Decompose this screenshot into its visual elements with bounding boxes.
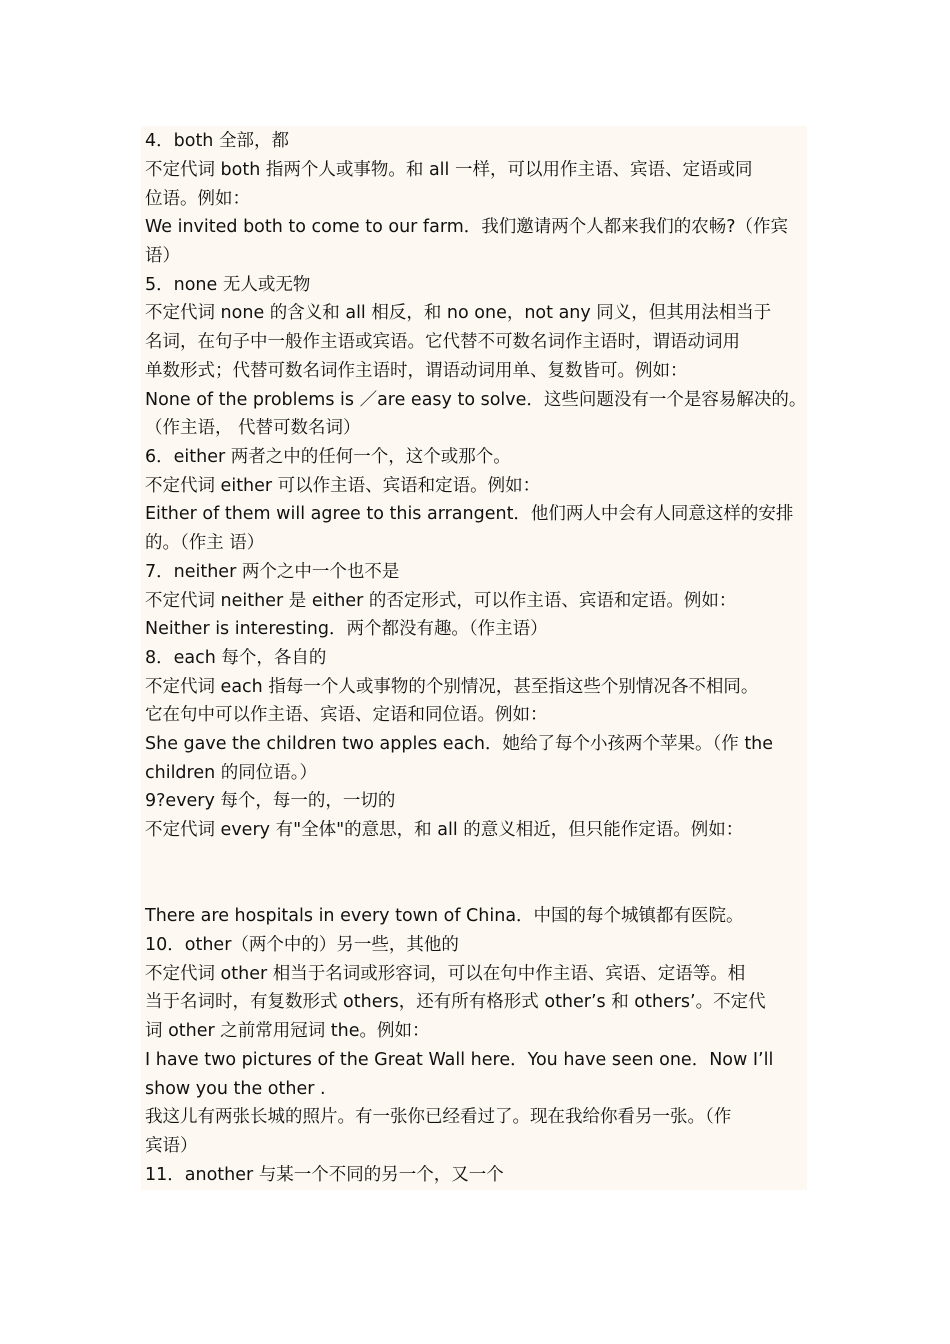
example-line: There are hospitals in every town of China．中国的每个城镇都有医院。 <box>145 906 744 926</box>
text-block <box>141 126 807 1190</box>
paragraph-line: 不定代词 none 的含义和 all 相反，和 no one，not any 同义，但其用法相当于 <box>145 303 772 323</box>
example-line: None of the problems is ／are easy to solve．这些问题没有一个是容易解决的。 <box>145 390 807 410</box>
example-line: children 的同位语。） <box>145 763 318 783</box>
example-line: 的。（作主 语） <box>145 533 265 553</box>
paragraph-line: 不定代词 each 指每一个人或事物的个别情况，甚至指这些个别情况各不相同。 <box>145 677 759 697</box>
example-line: She gave the children two apples each．她给了每个小孩两个苹果。（作 the <box>145 734 774 754</box>
heading-each: 8．each 每个，各自的 <box>145 648 327 668</box>
example-line: 语） <box>145 246 180 266</box>
paragraph-line: 名词，在句子中一般作主语或宾语。它代替不可数名词作主语时，谓语动词用 <box>145 332 740 352</box>
heading-other: 10．other（两个中的）另一些，其他的 <box>145 935 459 955</box>
paragraph-line: 单数形式；代替可数名词作主语时，谓语动词用单、复数皆可。例如： <box>145 361 688 381</box>
heading-neither: 7．neither 两个之中一个也不是 <box>145 562 400 582</box>
example-line: （作主语， 代替可数名词） <box>145 418 361 438</box>
paragraph-line: 当于名词时，有复数形式 others，还有所有格形式 other’s 和 others’。不定代 <box>145 992 766 1012</box>
heading-another: 11．another 与某一个不同的另一个，又一个 <box>145 1165 504 1185</box>
paragraph-line: 不定代词 neither 是 either 的否定形式，可以作主语、宾语和定语。例如： <box>145 591 737 611</box>
translation-line: 宾语） <box>145 1136 198 1156</box>
paragraph-line: 它在句中可以作主语、宾语、定语和同位语。例如： <box>145 705 548 725</box>
example-line: Either of them will agree to this arrangent．他们两人中会有人同意这样的安排 <box>145 504 794 524</box>
paragraph-line: 不定代词 both 指两个人或事物。和 all 一样，可以用作主语、宾语、定语或同 <box>145 160 753 180</box>
paragraph-line: 不定代词 every 有"全体"的意思，和 all 的意义相近，但只能作定语。例如： <box>145 820 744 840</box>
example-line: We invited both to come to our farm．我们邀请两个人都来我们的农畅?（作宾 <box>145 217 789 237</box>
heading-none: 5．none 无人或无物 <box>145 275 311 295</box>
heading-both: 4．both 全部，都 <box>145 131 289 151</box>
paragraph-line: 位语。例如： <box>145 189 250 209</box>
heading-every: 9?every 每个，每一的，一切的 <box>145 791 396 811</box>
translation-line: 我这儿有两张长城的照片。有一张你已经看过了。现在我给你看另一张。（作 <box>145 1107 732 1127</box>
paragraph-line: 不定代词 other 相当于名词或形容词，可以在句中作主语、宾语、定语等。相 <box>145 964 746 984</box>
paragraph-line: 不定代词 either 可以作主语、宾语和定语。例如： <box>145 476 541 496</box>
heading-either: 6．either 两者之中的任何一个，这个或那个。 <box>145 447 511 467</box>
example-line: Neither is interesting．两个都没有趣。（作主语） <box>145 619 548 639</box>
example-line: show you the other . <box>145 1079 326 1099</box>
example-line: I have two pictures of the Great Wall here．You have seen one．Now I’ll <box>145 1050 774 1070</box>
paragraph-line: 词 other 之前常用冠词 the。例如： <box>145 1021 430 1041</box>
